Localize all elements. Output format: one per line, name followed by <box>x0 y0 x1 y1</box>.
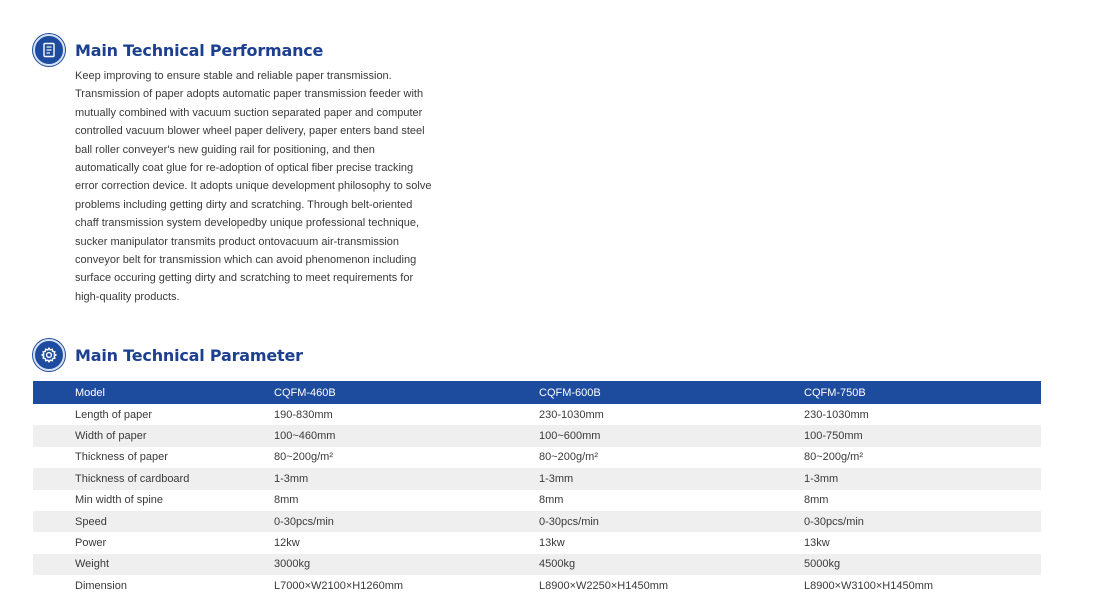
header-cell-cqfm-750b: CQFM-750B <box>804 386 866 399</box>
description-line: high-quality products. <box>75 290 180 303</box>
row-value-cell: 80~200g/m² <box>804 451 864 464</box>
row-value-cell: L7000×W2100×H1260mm <box>274 579 404 592</box>
description-line: automatically coat glue for re-adoption of optical fiber precise tracking <box>75 162 414 175</box>
row-value-cell: 0-30pcs/min <box>539 515 599 528</box>
description-line: Transmission of paper adopts automatic paper transmission feeder with <box>75 88 424 101</box>
table-row <box>33 447 1041 468</box>
table-row <box>33 554 1041 575</box>
table-row <box>33 425 1041 446</box>
row-value-cell: 0-30pcs/min <box>274 515 334 528</box>
row-value-cell: 230-1030mm <box>539 408 604 421</box>
parameter-table <box>33 381 1041 597</box>
gear-icon <box>33 339 65 371</box>
row-value-cell: 13kw <box>539 537 565 550</box>
table-row <box>33 511 1041 532</box>
row-value-cell: 1-3mm <box>804 472 839 485</box>
header-cell-cqfm-460b: CQFM-460B <box>274 386 336 399</box>
description-line: conveyor belt for transmission which can avoid phenomenon including <box>75 254 417 267</box>
description-line: sucker manipulator transmits product ontovacuum air-transmission <box>75 235 400 248</box>
parameter-title: Main Technical Parameter <box>75 345 303 365</box>
description-line: controlled vacuum blower wheel paper delivery, paper enters band steel <box>75 125 425 138</box>
row-value-cell: 80~200g/m² <box>539 451 599 464</box>
row-label-cell: Speed <box>75 515 107 528</box>
table-row <box>33 575 1041 596</box>
description-line: chaff transmission system developedby unique professional technique, <box>75 217 420 230</box>
description-line: surface occuring getting dirty and scratching to meet requirements for <box>75 272 414 285</box>
row-value-cell: L8900×W2250×H1450mm <box>539 579 669 592</box>
row-label-cell: Min width of spine <box>75 494 164 507</box>
description-line: error correction device. It adopts unique development philosophy to solve <box>75 180 432 193</box>
row-value-cell: 8mm <box>804 494 829 507</box>
description-line: mutually combined with vacuum suction separated paper and computer <box>75 106 423 119</box>
row-value-cell: 3000kg <box>274 558 311 571</box>
row-label-cell: Length of paper <box>75 408 153 421</box>
row-label-cell: Dimension <box>75 579 127 592</box>
table-row <box>33 404 1041 425</box>
row-value-cell: 100~600mm <box>539 430 601 443</box>
performance-title: Main Technical Performance <box>75 40 324 60</box>
row-value-cell: 5000kg <box>804 558 841 571</box>
row-label-cell: Thickness of cardboard <box>75 472 190 485</box>
row-value-cell: 230-1030mm <box>804 408 869 421</box>
table-header-row <box>33 381 1041 404</box>
row-value-cell: 4500kg <box>539 558 576 571</box>
table-row <box>33 490 1041 511</box>
row-value-cell: 1-3mm <box>274 472 309 485</box>
description-line: Keep improving to ensure stable and reliable paper transmission. <box>75 70 392 82</box>
row-label-cell: Width of paper <box>75 430 147 443</box>
row-value-cell: 80~200g/m² <box>274 451 334 464</box>
row-value-cell: 8mm <box>539 494 564 507</box>
description-line: ball roller conveyer's new guiding rail for positioning, and then <box>75 143 375 156</box>
row-value-cell: L8900×W3100×H1450mm <box>804 579 934 592</box>
description-line: problems including getting dirty and scratching. Through belt-oriented <box>75 198 413 211</box>
header-cell-model: Model <box>75 386 105 399</box>
parameter-section-header <box>33 339 303 371</box>
performance-section-header <box>33 34 323 66</box>
row-value-cell: 13kw <box>804 537 830 550</box>
table-row <box>33 532 1041 553</box>
row-label-cell: Weight <box>75 558 110 571</box>
row-value-cell: 190-830mm <box>274 408 333 421</box>
row-value-cell: 12kw <box>274 537 300 550</box>
row-value-cell: 1-3mm <box>539 472 574 485</box>
row-value-cell: 100-750mm <box>804 430 863 443</box>
row-value-cell: 100~460mm <box>274 430 336 443</box>
row-value-cell: 8mm <box>274 494 299 507</box>
row-label-cell: Power <box>75 537 107 550</box>
document-list-icon <box>33 34 65 66</box>
row-label-cell: Thickness of paper <box>75 451 168 464</box>
row-value-cell: 0-30pcs/min <box>804 515 864 528</box>
performance-description <box>75 67 435 306</box>
header-cell-cqfm-600b: CQFM-600B <box>539 386 601 399</box>
table-row <box>33 468 1041 489</box>
